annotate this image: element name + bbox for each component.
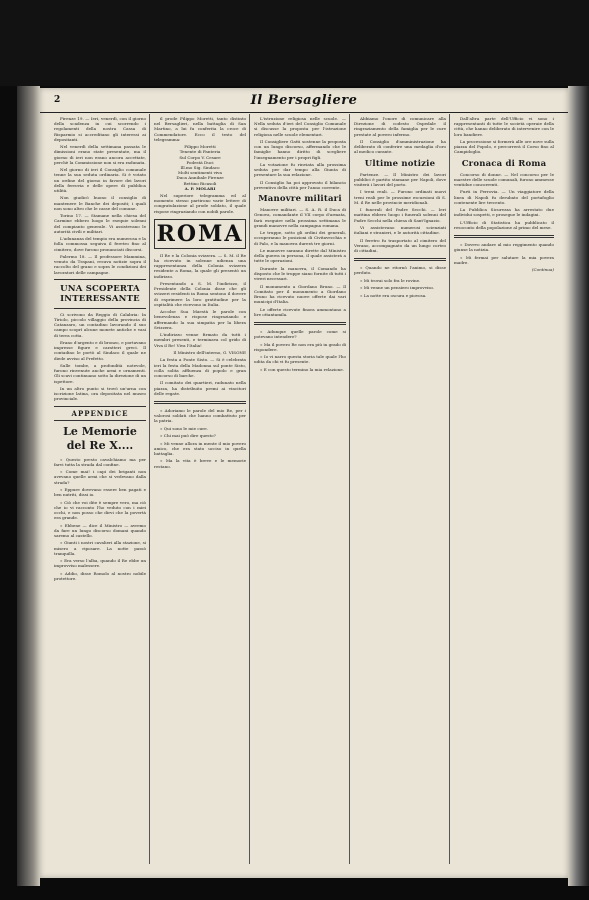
serial-paragraph: « Giunti i nostri cavalieri alla stazione, si misero a riposare. La notte passò tranquilla. <box>54 540 146 556</box>
serial-paragraph: « Eppure dovevano essere ben pagati e ben nutriti, dissi io. <box>54 487 146 498</box>
signature-line: Il Ministro dell'interno, G. VISONE <box>173 350 246 356</box>
serial-paragraph: « E con questo termino la mia relazione. <box>260 366 345 372</box>
article-paragraph: Il Consigliere Gatti sostenne la proposta con un lungo discorso, affermando che le famiglie hanno diritto di scegliere l'insegnamento per i propri figli. <box>254 139 346 160</box>
telegram-line: Molti sentimenti viva <box>178 170 222 176</box>
article-paragraph: Durante la manovra, il Comando ha disposto che le truppe siano fornite di tutti i viveri necessari. <box>254 265 346 282</box>
serial-paragraph: « Mi trovai solo fra le rovine. <box>360 277 421 283</box>
article-paragraph: La festa a Ponte Sisto. — Si è celebrata ieri la festa della Madonna sul ponte Sisto, colla solita affluenza di popolo e gran concorso di barche. <box>154 357 246 379</box>
article-paragraph: Le manovre saranno dirette dal Ministro della guerra in persona, il quale assisterà a tutte le operazioni. <box>254 248 346 264</box>
telegram-line: Sul Corpo V. Cesare <box>179 154 221 160</box>
column-rule <box>149 114 150 864</box>
page-edge-right <box>568 86 589 886</box>
serial-title: Le Memorie del Re X.... <box>63 424 137 452</box>
serial-paragraph: « Mi venne allora in mente il mio povero amico, che era stato ucciso in quella battaglia. <box>154 440 246 457</box>
article-paragraph: Dall'altra parte dell'Ufficio vi sono i rappresentanti di tutte le società operaie della città, che hanno deliberato di intervenire con le loro bandiere. <box>454 116 554 137</box>
article-paragraph: Palermo 18. — Il professore Mammina, venuto da Trapani, recava notizie sopra il raccolto del grano e sopra le condizioni dei lavoratori delle campagne. <box>54 254 146 275</box>
telegram-block <box>154 144 246 191</box>
newspaper-page <box>40 88 568 878</box>
article-paragraph: Il feretro fu trasportato al cimitero del Verano, accompagnato da un lungo corteo di cittadini. <box>354 237 446 253</box>
article-paragraph: Partenze. — Il Ministro dei lavori pubblici è partito stamane per Napoli, dove visiterà i lavori del porto. <box>354 171 446 188</box>
serial-paragraph: « Adunque quelle parole come si potevano intendere? <box>254 329 346 340</box>
article-paragraph: L'Ufficio di Statistica ha pubblicato il resoconto della popolazione al primo del mese. <box>454 219 554 230</box>
continued-mark: (Continua) <box>531 267 554 273</box>
article-heading: Ultime notizie <box>364 158 436 169</box>
article-paragraph: Firenze 19. — Ieri, venerdì, con il giorno della scadenza in cui scorrendo i regolamenti della nostra Cassa di Risparmio si accreditano gli interessi ai depositanti. <box>54 116 146 142</box>
telegram-line: Duca Annibale Firenze <box>176 175 224 181</box>
article-heading: UNA SCOPERTA INTERESSANTE <box>60 283 140 304</box>
serial-paragraph: « Mi venne un pensiero improvviso. <box>360 285 435 291</box>
serial-paragraph: « Come mai! i capi dei briganti non avevano quelle armi che si vedevano dalla strada? <box>54 469 146 485</box>
serial-paragraph: « Mi fermai per salutare la mia povera madre. <box>454 254 554 265</box>
section-divider <box>54 279 146 280</box>
article-paragraph: Il Consiglio d'amministrazione ha deliberato di conferire una medaglia d'oro al medico curante. <box>354 139 446 155</box>
article-paragraph: L'adunanza del tempio era numerosa e la folla commossa seguiva il feretro fino al cimitero, dove furono pronunciati discorsi. <box>54 236 146 252</box>
telegram-line: Filippo Moretti <box>184 144 216 150</box>
column-rule <box>349 114 350 864</box>
serial-paragraph: « Ma la vita è breve e le memorie restano. <box>154 458 246 469</box>
column-rule <box>249 114 250 864</box>
page-binding-shadow <box>17 86 40 886</box>
article-heading: Cronaca di Roma <box>461 158 547 169</box>
article-paragraph: Il comitato dei quartieri, radunato nella piazza, ha distribuito premi ai vincitori delle regate. <box>154 380 246 396</box>
page-number: 2 <box>54 95 61 105</box>
article-paragraph: Le truppe, sotto gli ordini dei generali, occuperanno le posizioni di Civitavecchia e di Palo, e la manovra durerà tre giorni. <box>254 230 346 246</box>
column-3 <box>254 116 346 856</box>
article-paragraph: Vi assistevano numerosi scienziati italiani e stranieri, e le autorità cittadine. <box>354 225 446 236</box>
article-paragraph: I funerali del Padre Secchi. — Ieri mattina ebbero luogo i funerali solenni del Padre Secchi nella chiesa di Sant'Ignazio. <box>354 207 446 223</box>
telegram-line: Tenente di Fanteria <box>179 149 221 155</box>
telegram-line: A. P. MOLARI <box>184 185 216 191</box>
article-paragraph: Ci scrivono da Reggio di Calabria: In Tiriolo, piccolo villaggio della provincia di Catanzaro, un contadino lavorando il suo campo scoprì alcune monete antiche e vasi di terra cotta. <box>54 311 146 338</box>
section-divider <box>254 322 346 325</box>
serial-paragraph: « Dovevo andare al mio reggimento quando giunse la notizia. <box>454 242 554 253</box>
article-paragraph: Nel superiore telegramma ed al momento stesso partirono varie lettere di congratulazione al prode soldato, il quale rispose ringraziando con nobili parole. <box>154 193 246 214</box>
article-paragraph: Non giudicò buono il consiglio di mantenere le Banche dei depositi; i quali non sono altro che le casse del comune. <box>54 195 146 211</box>
article-paragraph: La votazione fu rinviata alla prossima seduta per dar tempo alla Giunta di presentare la sua relazione. <box>254 162 346 178</box>
article-paragraph: Presentando a S. M. l'indirizzo, il Presidente della Colonia disse che gli svizzeri residenti in Roma sentono il dovere di esprimere la loro gratitudine per la ospitalità che ricevono in Italia. <box>154 281 246 307</box>
article-paragraph: Le offerte ricevute finora ammontano a lire ottantamila. <box>254 306 346 317</box>
article-paragraph: Torino 17. — Stamane nella chiesa del Carmine ebbero luogo le esequie solenni del compianto generale. Vi assistevano le autorità civili e militari. <box>54 213 146 234</box>
article-paragraph: Abbiamo l'onore di comunicare alla Direzione di codesto Ospedale il ringraziamento della famiglia per le cure prestate al povero infermo. <box>354 116 446 137</box>
serial-paragraph: « Addio, disse Romolo al nostro nobile protettore. <box>54 570 146 581</box>
telegram-line: Bettino Ricasoli <box>183 180 217 186</box>
serial-paragraph: « Chi mai può dire questo? <box>160 433 216 439</box>
serial-paragraph: « Adoriamo le parole del mio Re, per i valorosi soldati che hanno combattuto per la patria. <box>154 408 246 424</box>
article-paragraph: I treni reali. — Furono ordinati nuovi treni reali per le prossime escursioni di S. M. il Re nelle provincie meridionali. <box>354 189 446 205</box>
serial-paragraph: « Era verso l'alba, quando il Re ebbe un improvviso malessere. <box>54 558 146 569</box>
column-4 <box>354 116 446 856</box>
article-paragraph: La processione si formerà alle ore nove sulla piazza del Popolo, e percorrerà il Corso fino al Campidoglio. <box>454 139 554 155</box>
section-divider <box>354 258 446 261</box>
serial-paragraph: « Questo presto cavalchiamo ma per farvi tutta la strada dal confine. <box>54 456 146 467</box>
column-2 <box>154 116 246 856</box>
section-divider <box>454 235 554 238</box>
article-paragraph: L'istruzione religiosa nelle scuole. — Nella seduta d'ieri del Consiglio Comunale si discusse la proposta per l'istruzione religiosa nelle scuole elementari. <box>254 116 346 137</box>
article-paragraph: Manovre militari. — S. A. R. il Duca di Genova, comandante il VII corpo d'armata, farà eseguire nella prossima settimana le grandi manovre nella campagna romana. <box>254 207 346 228</box>
serial-paragraph: « Ma il povero Re non era più in grado di rispondere. <box>254 341 346 352</box>
article-paragraph: Furti in Ferrovia. — Un viaggiatore della linea di Napoli fu derubato del portafoglio contenente lire trecento. <box>454 189 554 205</box>
article-paragraph: La Pubblica Sicurezza ha arrestato due individui sospetti, e prosegue le indagini. <box>454 207 554 218</box>
column-rule <box>449 114 450 864</box>
serial-paragraph: « Quando ne ritornò l'animo, si disse perduto. <box>354 265 446 276</box>
scan-frame-top <box>0 0 589 86</box>
newspaper-masthead: Il Bersagliere <box>250 93 358 108</box>
article-paragraph: Il Re e la Colonia svizzera. — S. M. il Re ha ricevuto in solenne udienza una rappresentanza della Colonia svizzera residente a Roma, la quale gli presentò un indirizzo. <box>154 252 246 279</box>
column-1 <box>54 116 146 856</box>
article-paragraph: Erano d'argento e di bronzo, e portavano impresse figure e caratteri greci. Il contadino le portò al Sindaco il quale ne diede avviso al Prefetto. <box>54 340 146 361</box>
page-header <box>40 88 568 113</box>
article-paragraph: Sulle tombe, a profondità notevole, furono rinvenute anche armi e ornamenti. Gli scavi continuano sotto la direzione di un ispettore. <box>54 363 146 384</box>
section-divider <box>154 401 246 404</box>
article-paragraph: Concorso di donne. — Nel concorso per le maestre delle scuole comunali, furono ammesse ventidue concorrenti. <box>454 171 554 188</box>
article-paragraph: Il monumento a Giordano Bruno. — Il Comitato per il monumento a Giordano Bruno ha ricevuto nuove offerte dai vari municipi d'Italia. <box>254 283 346 305</box>
article-paragraph: Nel venerdì della settimana passata le dimissioni erano state presentate, ma il giorno di ieri non erano ancora accettate, perchè la Commissione non si era radunata. <box>54 144 146 165</box>
roma-section-box <box>154 219 246 249</box>
serial-paragraph: « Qui sono le mie cure. <box>160 425 208 431</box>
article-paragraph: Nel giorno di ieri il Consiglio comunale tenne la sua seduta ordinaria. Si è votato un ordine del giorno in favore dei lavori della ferrovia e delle opere di pubblica utilità. <box>54 167 146 194</box>
appendix-heading: APPENDICE <box>54 406 146 421</box>
serial-paragraph: « Io vi narro questa storia tale quale l'ho udita da chi vi fu presente. <box>254 354 346 365</box>
telegram-line: Ill.mo Sig. Sindaco <box>180 165 220 171</box>
article-heading: Manovre militari <box>258 194 342 205</box>
article-paragraph: In un altro punto si trovò un'urna con iscrizione latina, ora depositata nel museo provinciale. <box>54 386 146 402</box>
serial-paragraph: « Ebbene — dice il Ministro — avremo da fare un lungo discorso domani quando saremo al castello. <box>54 522 146 539</box>
article-paragraph: Il Consiglio ha poi approvato il bilancio preventivo della città per l'anno corrente. <box>254 179 346 190</box>
section-divider <box>54 308 146 309</box>
section-title-roma: ROMA <box>156 220 244 247</box>
telegram-line: Podestà Duci <box>186 159 214 165</box>
article-paragraph: Accolse Sua Maestà le parole con benevolenza e rispose ringraziando e affermando la sua simpatia per la libera Svizzera. <box>154 309 246 330</box>
serial-paragraph: « Ciò che voi dite è sempre vero, ma ciò che io vi racconto l'ho veduto con i miei occhi, e non posso che dirvi che la povertà era grande. <box>54 499 146 521</box>
serial-paragraph: « La notte era oscura e piovosa. <box>360 292 427 298</box>
column-5 <box>454 116 554 856</box>
article-paragraph: L'indirizzo venne firmato da tutti i membri presenti, e terminava col grido di Viva il Re! Viva l'Italia! <box>154 332 246 348</box>
article-paragraph: il prode Filippo Moretti, tanto distinto nel Bersaglieri, nella battaglia di San Martino, a lui fu conferita la croce di Commendatore. Ecco il testo del telegramma: <box>154 116 246 142</box>
